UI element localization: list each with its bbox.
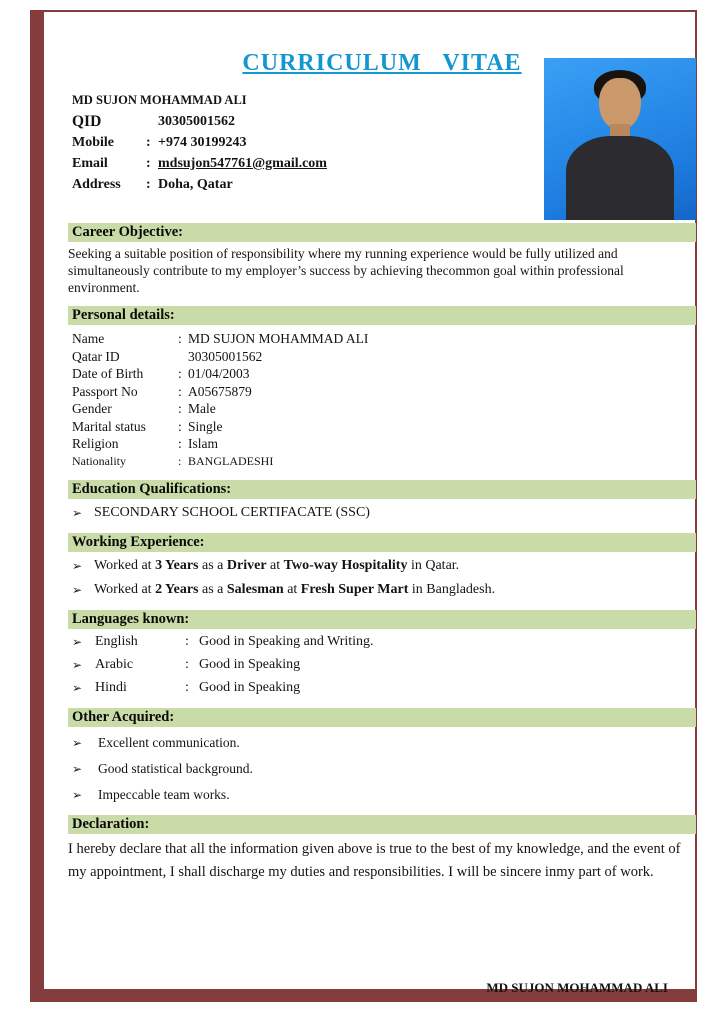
detail-value: Single bbox=[188, 418, 223, 434]
page-title: CURRICULUM VITAE bbox=[242, 50, 522, 76]
list-item-other-3 bbox=[72, 785, 696, 805]
detail-separator: : bbox=[178, 383, 182, 399]
list-item-other-1 bbox=[72, 733, 696, 753]
arrow-bullet-icon: ➢ bbox=[72, 762, 83, 776]
personal-detail-row-nationality bbox=[72, 453, 696, 471]
detail-label: Name bbox=[72, 331, 105, 346]
contact-value-address: Doha, Qatar bbox=[158, 177, 233, 192]
education-item-text: SECONDARY SCHOOL CERTIFACATE (SSC) bbox=[94, 505, 370, 520]
personal-details-table bbox=[72, 330, 696, 470]
email-link[interactable]: mdsujon547761@gmail.com bbox=[158, 156, 327, 171]
detail-value: BANGLADESHI bbox=[188, 453, 274, 468]
detail-separator: : bbox=[178, 331, 182, 346]
arrow-bullet-icon: ➢ bbox=[72, 681, 83, 695]
arrow-bullet-icon: ➢ bbox=[72, 736, 83, 750]
arrow-bullet-icon: ➢ bbox=[72, 788, 83, 802]
personal-detail-row-gender bbox=[72, 400, 696, 418]
other-item-text: Excellent communication. bbox=[98, 735, 240, 750]
detail-label: Religion bbox=[72, 436, 119, 451]
detail-label: Date of Birth bbox=[72, 366, 144, 381]
personal-detail-row-date-of-birth bbox=[72, 365, 696, 383]
contact-label: Mobile bbox=[72, 135, 114, 150]
photo-face bbox=[599, 78, 641, 130]
contact-separator: : bbox=[146, 156, 151, 171]
arrow-bullet-icon: ➢ bbox=[72, 658, 83, 672]
personal-detail-row-marital-status bbox=[72, 418, 696, 436]
detail-label: Qatar ID bbox=[72, 348, 120, 364]
contact-separator: : bbox=[146, 135, 151, 150]
declaration-text: I hereby declare that all the information given above is true to the best of my knowledge, and the event of my appointment, I shall discharge my duties and responsibilities. I will be sincere inmy part of work. bbox=[68, 841, 681, 880]
detail-label: Gender bbox=[72, 401, 112, 416]
language-separator: : bbox=[185, 657, 189, 672]
language-level: Good in Speaking bbox=[199, 680, 301, 695]
list-item-education bbox=[72, 503, 696, 523]
detail-value: 30305001562 bbox=[188, 348, 263, 364]
detail-label: Nationality bbox=[72, 453, 126, 468]
list-item-other-2 bbox=[72, 759, 696, 779]
detail-value: MD SUJON MOHAMMAD ALI bbox=[188, 331, 369, 346]
other-item-text: Impeccable team works. bbox=[98, 787, 230, 802]
section-header-declaration: Declaration: bbox=[68, 815, 696, 834]
detail-value: 01/04/2003 bbox=[188, 366, 250, 381]
detail-separator: : bbox=[178, 418, 182, 434]
list-item-experience-1 bbox=[72, 556, 696, 576]
language-label: Hindi bbox=[95, 680, 127, 695]
detail-value: A05675879 bbox=[188, 383, 252, 399]
section-header-other-acquired: Other Acquired: bbox=[68, 708, 696, 727]
language-level: Good in Speaking and Writing. bbox=[199, 634, 374, 649]
contact-name: MD SUJON MOHAMMAD ALI bbox=[72, 93, 247, 107]
contact-separator: : bbox=[146, 177, 151, 192]
section-header-education: Education Qualifications: bbox=[68, 480, 696, 499]
language-label: English bbox=[95, 634, 138, 649]
career-objective-text: Seeking a suitable position of responsibility where my running experience would be fully utilized and simultaneously contribute to my employer’s success by achieving thecommon goal within professional environment. bbox=[68, 246, 624, 295]
detail-separator: : bbox=[178, 366, 182, 381]
list-item-experience-2 bbox=[72, 580, 696, 600]
page-border-left bbox=[30, 10, 44, 1002]
section-header-personal-details: Personal details: bbox=[68, 306, 696, 325]
experience-item-text: Worked at 2 Years as a Salesman at Fresh Super Mart in Bangladesh. bbox=[94, 582, 496, 597]
contact-label: Address bbox=[72, 177, 121, 192]
detail-value: Islam bbox=[188, 436, 218, 451]
arrow-bullet-icon: ➢ bbox=[72, 583, 83, 597]
language-separator: : bbox=[185, 634, 189, 649]
experience-item-text: Worked at 3 Years as a Driver at Two-way Hospitality in Qatar. bbox=[94, 558, 460, 573]
personal-detail-row-religion bbox=[72, 435, 696, 453]
contact-label: QID bbox=[72, 113, 102, 130]
detail-label: Marital status bbox=[72, 418, 146, 434]
detail-separator: : bbox=[178, 453, 182, 468]
detail-value: Male bbox=[188, 401, 216, 416]
other-item-text: Good statistical background. bbox=[98, 761, 253, 776]
detail-separator bbox=[178, 348, 188, 366]
language-label: Arabic bbox=[95, 657, 134, 672]
language-row-arabic bbox=[72, 655, 696, 675]
signature-name: MD SUJON MOHAMMAD ALI bbox=[486, 980, 668, 995]
language-separator: : bbox=[185, 680, 189, 695]
detail-label: Passport No bbox=[72, 383, 138, 399]
arrow-bullet-icon: ➢ bbox=[72, 559, 83, 573]
section-header-career-objective: Career Objective: bbox=[68, 223, 696, 242]
contact-separator bbox=[146, 111, 158, 132]
cv-content bbox=[68, 28, 696, 996]
detail-separator: : bbox=[178, 436, 182, 451]
language-row-english bbox=[72, 632, 696, 652]
personal-detail-row-qatar-id bbox=[72, 348, 696, 366]
section-header-languages: Languages known: bbox=[68, 610, 696, 629]
section-header-experience: Working Experience: bbox=[68, 533, 696, 552]
language-row-hindi bbox=[72, 678, 696, 698]
contact-label: Email bbox=[72, 156, 108, 171]
personal-detail-row-name bbox=[72, 330, 696, 348]
arrow-bullet-icon: ➢ bbox=[72, 506, 83, 520]
profile-photo bbox=[544, 58, 696, 220]
contact-value-qid: 30305001562 bbox=[158, 114, 235, 129]
language-level: Good in Speaking bbox=[199, 657, 301, 672]
detail-separator: : bbox=[178, 401, 182, 416]
contact-value-mobile: +974 30199243 bbox=[158, 135, 247, 150]
personal-detail-row-passport bbox=[72, 383, 696, 401]
arrow-bullet-icon: ➢ bbox=[72, 635, 83, 649]
photo-shirt bbox=[566, 136, 674, 220]
page-border-top bbox=[30, 10, 697, 12]
